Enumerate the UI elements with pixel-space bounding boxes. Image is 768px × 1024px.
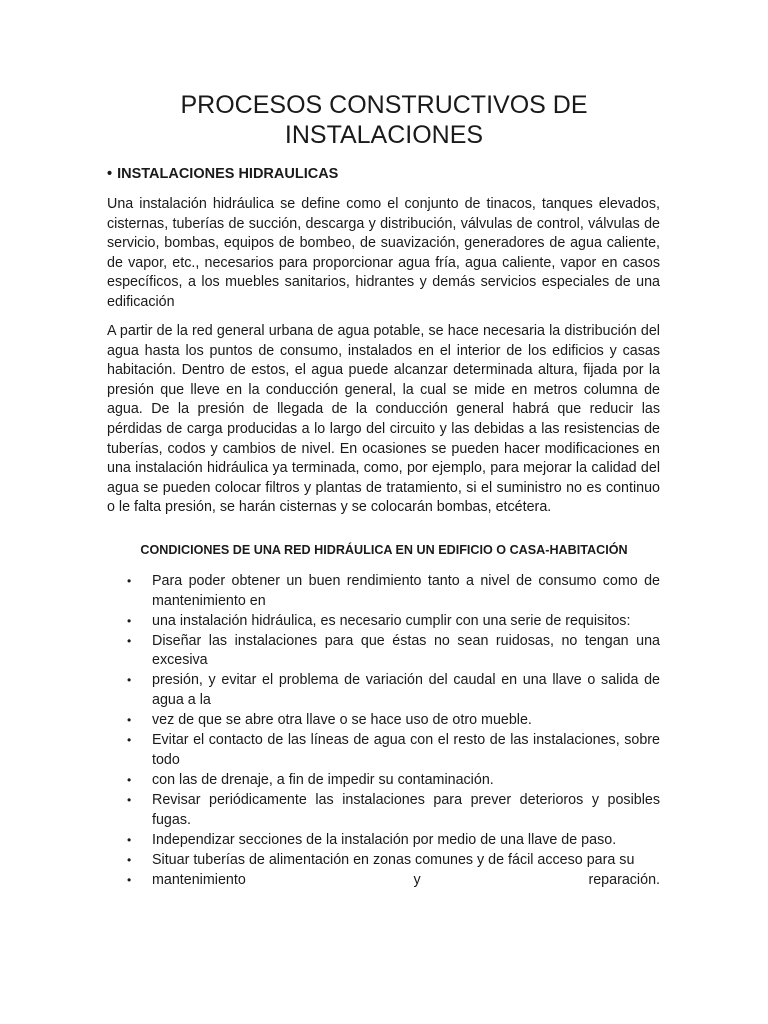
list-item	[107, 572, 660, 611]
list-item	[107, 831, 660, 851]
bullet-icon: •	[127, 613, 132, 628]
list-item-text: Diseñar las instalaciones para que éstas no sean ruidosas, no tengan una excesiva	[152, 632, 660, 669]
bullet-icon: •	[127, 793, 132, 808]
list-item-text: Independizar secciones de la instalación por medio de una llave de paso.	[152, 831, 617, 848]
bullet-icon: •	[127, 772, 132, 787]
section-heading-text: INSTALACIONES HIDRAULICAS	[117, 166, 339, 182]
list-item	[107, 731, 660, 770]
conditions-subheading: CONDICIONES DE UNA RED HIDRÁULICA EN UN EDIFICIO O CASA-HABITACIÓN	[140, 543, 628, 557]
section-heading	[107, 166, 338, 182]
bullet-icon: •	[127, 673, 132, 688]
bullet-icon: •	[127, 633, 132, 648]
title-line-2: INSTALACIONES	[284, 121, 484, 149]
list-item-text: Situar tuberías de alimentación en zonas comunes y de fácil acceso para su	[152, 851, 635, 868]
list-item	[107, 791, 660, 830]
list-item-text: presión, y evitar el problema de variación del caudal en una llave o salida de agua a la	[152, 672, 660, 709]
bullet-icon: •	[127, 574, 132, 588]
list-item-text: Para poder obtener un buen rendimiento tanto a nivel de consumo como de mantenimiento en	[152, 573, 660, 609]
list-item	[107, 612, 660, 632]
list-item-text: mantenimiento y reparación.	[152, 871, 660, 888]
list-item	[107, 771, 660, 791]
bullet-icon: •	[127, 832, 132, 847]
bullet-icon: •	[127, 852, 132, 867]
bullet-icon: •	[127, 733, 132, 748]
list-item	[107, 632, 660, 671]
list-item	[107, 711, 660, 731]
list-item-text: Revisar periódicamente las instalaciones para prever deterioros y posibles fugas.	[152, 792, 660, 828]
list-item	[107, 671, 660, 710]
list-item-text: una instalación hidráulica, es necesario cumplir con una serie de requisitos:	[152, 612, 631, 629]
document-title	[0, 90, 768, 150]
bullet-icon: •	[127, 713, 132, 728]
list-item-text: Evitar el contacto de las líneas de agua con el resto de las instalaciones, sobre todo	[152, 732, 660, 768]
list-item-text: con las de drenaje, a fin de impedir su contaminación.	[152, 771, 494, 788]
list-item	[107, 851, 660, 871]
list-item	[107, 871, 660, 891]
paragraph-distribution: A partir de la red general urbana de agua potable, se hace necesaria la distribución del agua hasta los puntos de consumo, instalados en el interior de los edificios y casas habitación. Dentro de estos, el agua puede alcanzar determinada altura, fijada por la presión que lleve en la conducción general, la cual se mide en metros columna de agua. De la presión de llegada de la conducción general habrá que reducir las pérdidas de carga producidas a lo largo del circuito y las debidas a las resistencias de tuberías, codos y cambios de nivel. En ocasiones se pueden hacer modificaciones en una instalación hidráulica ya terminada, como, por ejemplo, para mejorar la calidad del agua se pueden colocar filtros y plantas de tratamiento, si el suministro no es continuo o le falta presión, se harán cisternas y se colocarán bombas, etcétera.	[107, 323, 660, 516]
requirements-list	[107, 572, 660, 891]
list-item-text: vez de que se abre otra llave o se hace uso de otro mueble.	[152, 712, 532, 729]
paragraph-definition: Una instalación hidráulica se define como el conjunto de tinacos, tanques elevados, cisternas, tuberías de succión, descarga y distribución, válvulas de control, válvulas de servicio, bombas, equipos de bombeo, de suavización, generadores de agua caliente, de vapor, etc., necesarios para proporcionar agua fría, agua caliente, vapor en casos específicos, a los muebles sanitarios, hidrantes y demás servicios especiales de una edificación	[107, 196, 660, 310]
title-line-1: PROCESOS CONSTRUCTIVOS DE	[180, 91, 588, 119]
bullet-icon: •	[107, 166, 113, 182]
bullet-icon: •	[127, 872, 132, 887]
